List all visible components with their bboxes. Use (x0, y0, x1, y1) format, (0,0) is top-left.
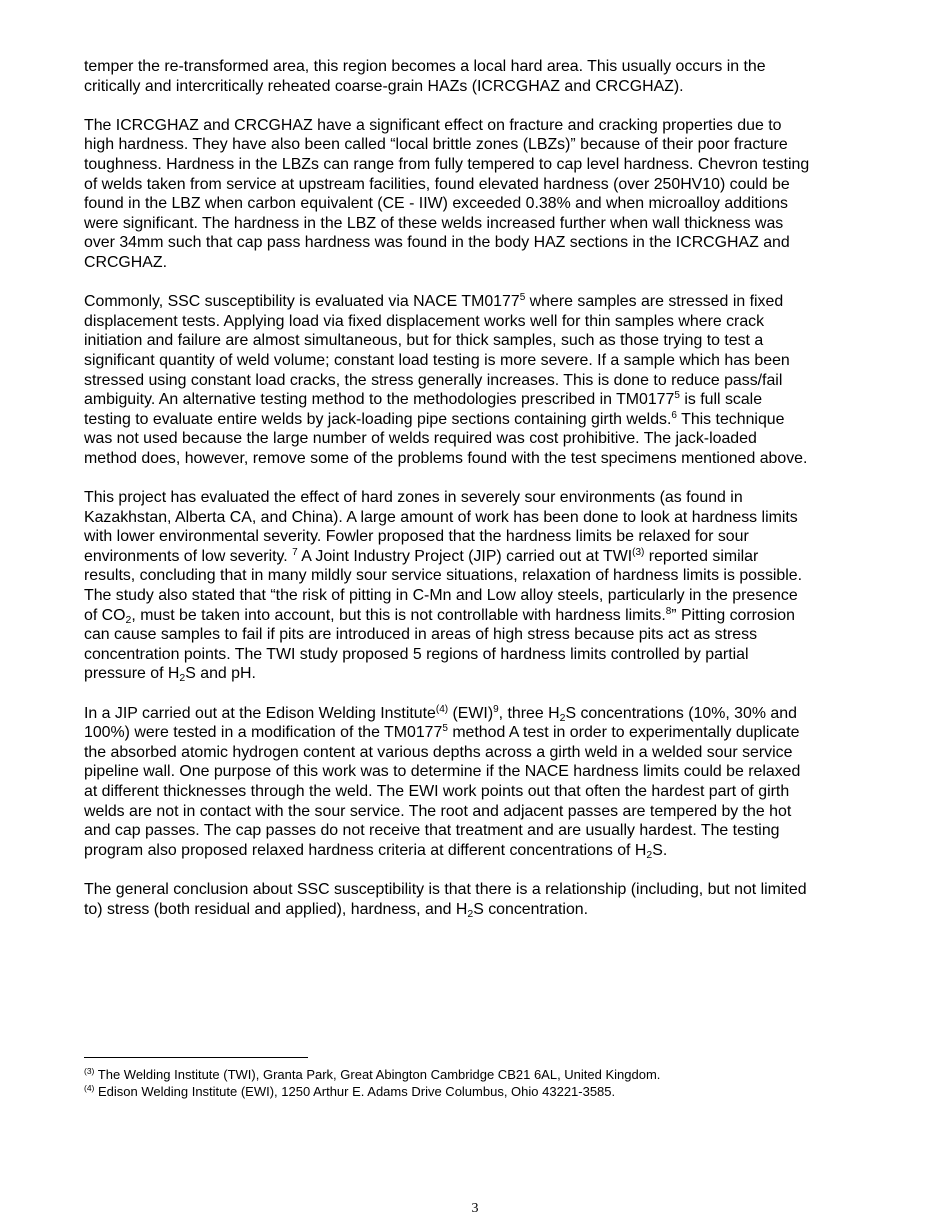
superscript: (4) (435, 703, 449, 715)
text-run: S concentrations (10%, 30% and 100%) were tested in a modification of the TM0177 (84, 704, 797, 742)
subscript: 2 (467, 907, 474, 920)
footnotes (84, 1066, 884, 1100)
subscript: 2 (646, 848, 653, 861)
body-text (84, 57, 869, 919)
paragraph (84, 704, 869, 861)
superscript: 5 (519, 292, 526, 304)
footnote (84, 1083, 884, 1100)
superscript: 9 (493, 703, 499, 715)
text-run: Commonly, SSC susceptibility is evaluated via NACE TM0177 (84, 293, 520, 311)
text-run: temper the re-transformed area, this region becomes a local hard area. This usually occurs in the critically and intercritically reheated coarse-grain HAZs (ICRCGHAZ and CRCGHAZ). (84, 58, 766, 95)
text-run: The ICRCGHAZ and CRCGHAZ have a significant effect on fracture and cracking properties due to high hardness. They have also been called “local brittle zones (LBZs)” because of their poor fracture toughness. Hardness in the LBZs can range from fully tempered to cap level hardness. Chevron testing of welds taken from service at upstream facilities, found elevated hardness (over 250HV10) could be found in the LBZ when carbon equivalent (CE - IIW) exceeded 0.38% and when microalloy additions were significant. The hardness in the LBZ of these welds increased further when wall thickness was over 34mm such that cap pass hardness was found in the body HAZ sections in the ICRCGHAZ and CRCGHAZ. (84, 116, 810, 271)
text-run: where samples are stressed in fixed displacement tests. Applying load via fixed displacement works well for thin samples where crack initiation and failure are almost simultaneous, but for thick samples, such as those trying to test a significant quantity of weld volume; constant load testing is more severe. If a sample which has been stressed using constant load cracks, the stress generally increases. This is done to reduce pass/fail ambiguity. An alternative testing method to the methodologies prescribed in TM0177 (84, 293, 790, 409)
text-run: In a JIP carried out at the Edison Welding Institute (84, 704, 436, 722)
superscript: (3) (632, 546, 645, 558)
page-number: 3 (471, 1201, 479, 1216)
paragraph (84, 880, 869, 919)
footnote (84, 1066, 884, 1083)
footnote-marker: (3) (84, 1066, 95, 1076)
text-run: This project has evaluated the effect of hard zones in severely sour environments (as found in Kazakhstan, Alberta CA, and China). A large amount of work has been done to look at hardness limits with lower environmental severity. Fowler proposed that the hardness limits be relaxed for sour environments of low severity. (84, 489, 798, 565)
text-run: method A test in order to experimentally duplicate the absorbed atomic hydrogen content at various depths across a girth weld in a welded sour service pipeline wall. One purpose of this work was to determine if the NACE hardness limits could be relaxed at different thicknesses through the weld. The EWI work points out that often the hardest part of girth welds are not in contact with the sour service. The root and adjacent passes are tempered by the hot and cap passes. The cap passes do not receive that treatment and are usually hardest. The testing program also proposed relaxed hardness criteria at different concentrations of H (84, 724, 801, 859)
superscript: 5 (442, 723, 448, 735)
text-run: , three H (498, 704, 560, 722)
footnote-marker: (4) (84, 1083, 95, 1093)
text-run: , must be taken into account, but this is not controllable with hardness limits. (131, 606, 666, 624)
text-run: ” Pitting corrosion can cause samples to fail if pits are introduced in areas of high stress because pits act as stress concentration points. The TWI study proposed 5 regions of hardness limits controlled by partial pressure of H (84, 606, 795, 683)
footnote-separator (84, 1057, 308, 1058)
subscript: 2 (125, 613, 132, 626)
footnote-text: The Welding Institute (TWI), Granta Park, Great Abington Cambridge CB21 6AL, United Kingdom. (94, 1067, 661, 1082)
text-run: A Joint Industry Project (JIP) carried out at TWI (297, 547, 633, 565)
paragraph (84, 57, 869, 96)
paragraph (84, 488, 869, 684)
text-run: (EWI) (448, 704, 494, 722)
text-run: S concentration. (473, 900, 589, 918)
footnote-text: Edison Welding Institute (EWI), 1250 Arthur E. Adams Drive Columbus, Ohio 43221-3585. (94, 1084, 616, 1099)
text-run: S and pH. (185, 665, 256, 683)
paragraph (84, 292, 869, 468)
paragraph (84, 116, 869, 273)
superscript: 5 (674, 390, 680, 402)
subscript: 2 (559, 711, 566, 724)
superscript: 6 (671, 409, 677, 421)
text-run: The general conclusion about SSC susceptibility is that there is a relationship (including, but not limited to) stress (both residual and applied), hardness, and H (84, 880, 807, 918)
superscript: 7 (292, 546, 298, 558)
text-run: is full scale testing to evaluate entire welds by jack-loading pipe sections containing girth welds. (84, 391, 763, 428)
superscript: 8 (665, 605, 672, 617)
text-run: reported similar results, concluding that in many mildly sour service situations, relaxation of hardness limits is possible. The study also stated that “the risk of pitting in C-Mn and Low alloy steels, particularly in the presence of CO (84, 547, 803, 624)
text-run: This technique was not used because the large number of welds required was cost prohibitive. The jack-loaded method does, however, remove some of the problems found with the test specimens mentioned above. (84, 410, 808, 467)
text-run: S. (652, 841, 668, 859)
subscript: 2 (179, 672, 186, 685)
